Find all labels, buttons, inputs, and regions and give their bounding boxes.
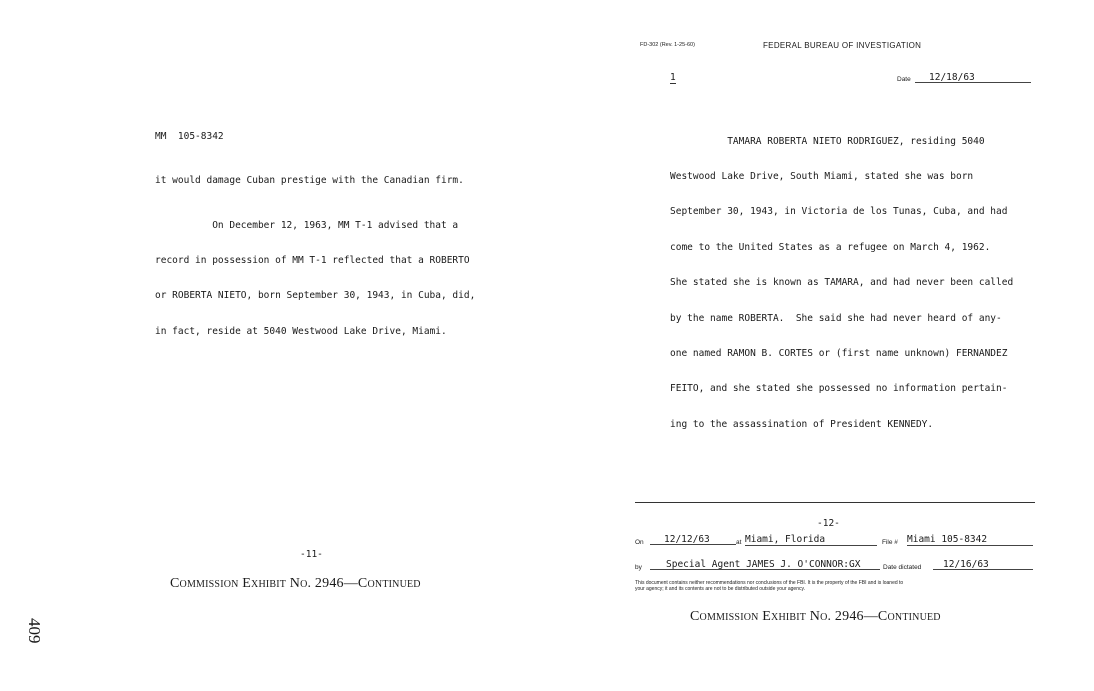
by-label: by xyxy=(635,564,642,571)
file-label: File # xyxy=(882,539,898,546)
sheet-number: 1 xyxy=(670,72,676,83)
disclaimer-line-1: This document contains neither recommendations nor conclusions of the FBI. It is the property of the FBI and is loaned to xyxy=(635,580,904,586)
margin-page-number: 409 xyxy=(25,618,44,644)
right-page-number: -12- xyxy=(817,518,840,529)
right-paragraph-line: Westwood Lake Drive, South Miami, stated she was born xyxy=(670,170,974,182)
at-value: Miami, Florida xyxy=(745,534,877,546)
agency-header: FEDERAL BUREAU OF INVESTIGATION xyxy=(763,41,922,50)
left-paragraph xyxy=(155,196,475,349)
right-paragraph-line: TAMARA ROBERTA NIETO RODRIGUEZ, residing 5040 xyxy=(670,135,985,147)
left-paragraph-line: in fact, reside at 5040 Westwood Lake Drive, Miami. xyxy=(155,325,447,337)
at-label: at xyxy=(736,539,742,546)
left-paragraph-line: On December 12, 1963, MM T-1 advised that a xyxy=(155,219,459,231)
dictated-value: 12/16/63 xyxy=(933,559,1033,570)
on-value: 12/12/63 xyxy=(650,534,736,545)
disclaimer-line-2: your agency; it and its contents are not to be distributed outside your agency. xyxy=(635,586,806,592)
right-paragraph-line: September 30, 1943, in Victoria de los Tunas, Cuba, and had xyxy=(670,206,1008,218)
left-caption: Commission Exhibit No. 2946—Continued xyxy=(170,576,421,591)
on-label: On xyxy=(635,539,644,546)
left-line-1: it would damage Cuban prestige with the Canadian firm. xyxy=(155,175,464,186)
left-paragraph-line: or ROBERTA NIETO, born September 30, 1943, in Cuba, did, xyxy=(155,290,476,302)
date-label: Date xyxy=(897,76,911,83)
right-caption: Commission Exhibit No. 2946—Continued xyxy=(690,609,941,624)
left-paragraph-line: record in possession of MM T-1 reflected that a ROBERTO xyxy=(155,254,470,266)
right-paragraph xyxy=(670,112,1013,442)
form-divider xyxy=(635,502,1035,503)
file-value: Miami 105-8342 xyxy=(907,534,1033,546)
left-page-number: -11- xyxy=(300,549,323,560)
left-file-number: MM 105-8342 xyxy=(155,131,224,142)
dictated-label: Date dictated xyxy=(883,564,922,571)
right-paragraph-line: She stated she is known as TAMARA, and had never been called xyxy=(670,277,1014,289)
right-paragraph-line: FEITO, and she stated she possessed no information pertain- xyxy=(670,383,1008,395)
right-paragraph-line: one named RAMON B. CORTES or (first name unknown) FERNANDEZ xyxy=(670,347,1008,359)
right-paragraph-line: by the name ROBERTA. She said she had never heard of any- xyxy=(670,312,1002,324)
date-value: 12/18/63 xyxy=(915,72,1031,83)
form-number: FD-302 (Rev. 1-25-60) xyxy=(640,42,695,48)
right-paragraph-line: come to the United States as a refugee on March 4, 1962. xyxy=(670,241,991,253)
by-value: Special Agent JAMES J. O'CONNOR:GX xyxy=(650,559,880,570)
right-paragraph-line: ing to the assassination of President KENNEDY. xyxy=(670,418,934,430)
